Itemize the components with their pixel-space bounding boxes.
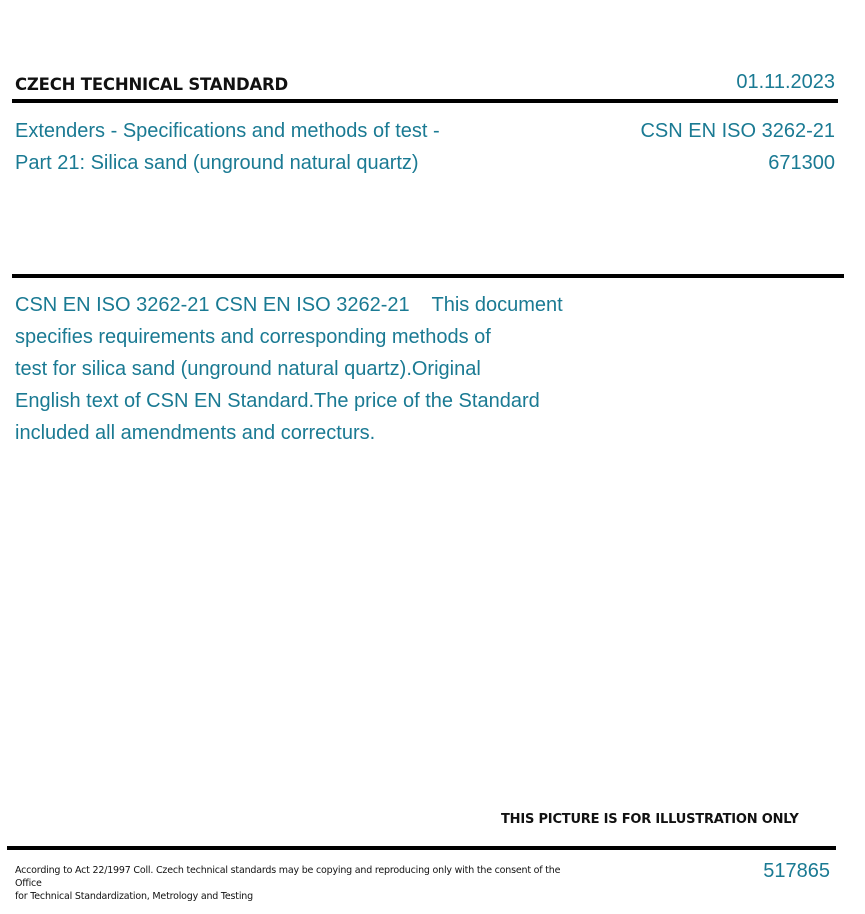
standard-title bbox=[15, 115, 575, 179]
legal-notice-line-2: for Technical Standardization, Metrology and Testing bbox=[15, 891, 253, 902]
publication-date: 01.11.2023 bbox=[736, 71, 835, 93]
standard-title-line-2: Part 21: Silica sand (unground natural quartz) bbox=[15, 152, 419, 174]
standard-description: CSN EN ISO 3262-21 CSN EN ISO 3262-21 This document specifies requirements and corresponding methods of test for silica sand (unground natural quartz).Original English text of CSN EN Standard.The price of the Standard included all amendments and correcturs. bbox=[15, 294, 563, 444]
legal-notice-line-1: According to Act 22/1997 Coll. Czech technical standards may be copying and reproducing only with the consent of the Office bbox=[15, 865, 561, 889]
footer-divider bbox=[7, 846, 836, 850]
catalog-code: 517865 bbox=[763, 860, 830, 882]
standard-title-line-1: Extenders - Specifications and methods of test - bbox=[15, 120, 440, 142]
classification-code: 671300 bbox=[768, 152, 835, 174]
header-divider bbox=[12, 99, 838, 103]
section-divider bbox=[12, 274, 844, 278]
standard-identifiers bbox=[640, 115, 835, 179]
document-type-label: CZECH TECHNICAL STANDARD bbox=[15, 75, 289, 94]
legal-notice bbox=[15, 864, 585, 903]
illustration-notice: THIS PICTURE IS FOR ILLUSTRATION ONLY bbox=[501, 812, 799, 827]
standard-number: CSN EN ISO 3262-21 bbox=[640, 120, 835, 142]
